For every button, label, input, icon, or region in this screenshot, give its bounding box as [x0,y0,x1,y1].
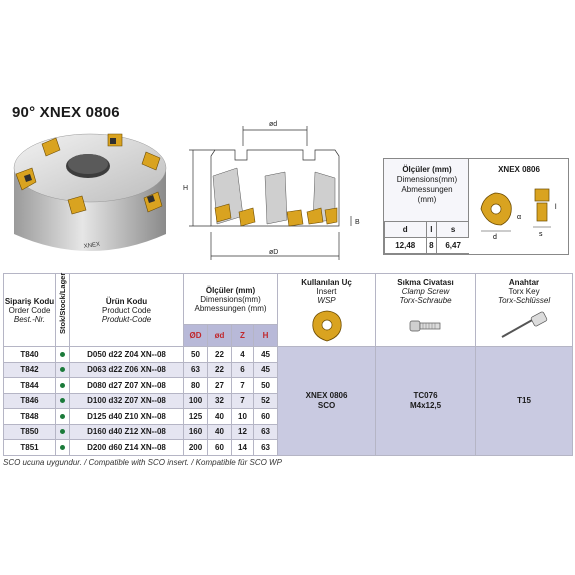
value-Z: 12 [232,424,254,440]
dim-col-d: d [385,222,427,238]
insert-dimension-table [384,221,470,254]
product-code: D125 d40 Z10 XN--08 [70,409,184,425]
in-stock-dot-icon [60,429,65,434]
value-D: 200 [184,440,208,456]
order-code: T842 [4,362,56,378]
svg-text:α: α [517,214,522,221]
value-D: 125 [184,409,208,425]
screw-value: TC076 M4x12,5 [376,347,476,456]
drawing-D-label: øD [269,249,279,256]
value-d: 22 [208,362,232,378]
in-stock-dot-icon [60,445,65,450]
value-Z: 4 [232,347,254,363]
value-H: 63 [254,440,278,456]
dim-value-d: 12,48 [385,238,427,254]
value-H: 50 [254,378,278,394]
in-stock-dot-icon [60,383,65,388]
in-stock-dot-icon [60,414,65,419]
product-code: D200 d60 Z14 XN--08 [70,440,184,456]
drawing-B-label: B [355,219,360,226]
insert-header: Kullanılan Uç Insert WSP [278,274,376,347]
stock-indicator [56,378,70,394]
product-table [3,273,573,456]
value-Z: 7 [232,393,254,409]
dim-box-sub1: Dimensions(mm) [396,175,458,184]
dimensions-header: Ölçüler (mm) Dimensions(mm) Abmessungen (mm) [184,274,278,325]
value-d: 60 [208,440,232,456]
order-code: T850 [4,424,56,440]
stock-indicator [56,440,70,456]
product-code-header: Ürün Kodu Product Code Produkt-Code [70,274,184,347]
value-Z: 7 [232,378,254,394]
stock-indicator [56,393,70,409]
product-code: D063 d22 Z06 XN--08 [70,362,184,378]
key-value: T15 [476,347,573,456]
value-d: 40 [208,409,232,425]
technical-drawing [175,116,375,276]
col-d: ød [208,325,232,347]
value-H: 52 [254,393,278,409]
dim-box-title: Ölçüler (mm) [402,165,452,174]
value-d: 32 [208,393,232,409]
dim-box-sub3: (mm) [417,195,437,204]
value-H: 45 [254,362,278,378]
face-mill-image [6,116,174,276]
stock-indicator [56,347,70,363]
dim-box-sub2: Abmessungen [401,185,453,194]
dim-col-l: l [426,222,437,238]
value-D: 160 [184,424,208,440]
stock-indicator [56,362,70,378]
torx-key-icon [494,311,554,341]
order-code: T848 [4,409,56,425]
stock-indicator [56,409,70,425]
order-code: T840 [4,347,56,363]
svg-text:XNEX: XNEX [83,241,101,250]
insert-geometry-icon [473,179,565,249]
value-d: 40 [208,424,232,440]
torx-key-header: Anahtar Torx Key Torx-Schlüssel [476,274,573,347]
value-d: 22 [208,347,232,363]
value-Z: 14 [232,440,254,456]
table-row [4,347,573,363]
clamp-screw-header: Sıkma Civatası Clamp Screw Torx-Schraube [376,274,476,347]
compatibility-footnote: SCO ucuna uygundur. / Compatible with SCO insert. / Kompatible für SCO WP [3,458,282,467]
product-code: D100 d32 Z07 XN--08 [70,393,184,409]
value-H: 45 [254,347,278,363]
product-code: D160 d40 Z12 XN--08 [70,424,184,440]
insert-box-label: XNEX 0806 [498,165,540,174]
value-Z: 10 [232,409,254,425]
value-D: 63 [184,362,208,378]
order-code: T846 [4,393,56,409]
svg-text:d: d [493,234,497,241]
dim-col-s: s [437,222,470,238]
value-H: 60 [254,409,278,425]
screw-icon [406,311,446,341]
svg-text:l: l [555,204,557,211]
in-stock-dot-icon [60,352,65,357]
order-code: T851 [4,440,56,456]
insert-dimensions-box [383,158,469,255]
value-D: 50 [184,347,208,363]
svg-text:s: s [539,231,543,238]
drawing-d-label: ød [269,121,278,128]
drawing-H-label: H [183,185,189,192]
col-Z: Z [232,325,254,347]
dim-value-s: 6,47 [437,238,470,254]
insert-icon [307,308,347,344]
value-D: 100 [184,393,208,409]
in-stock-dot-icon [60,398,65,403]
dim-value-l: 8 [426,238,437,254]
value-H: 63 [254,424,278,440]
order-code-header: Sipariş Kodu Order Code Best.-Nr. [4,274,56,347]
value-Z: 6 [232,362,254,378]
product-code: D080 d27 Z07 XN--08 [70,378,184,394]
order-code: T844 [4,378,56,394]
page-title: 90° XNEX 0806 [12,104,120,121]
col-H: H [254,325,278,347]
insert-geometry-box [469,158,569,255]
in-stock-dot-icon [60,367,65,372]
stock-header: Stok/Stock/Lager [56,274,70,347]
value-d: 27 [208,378,232,394]
col-D: ØD [184,325,208,347]
value-D: 80 [184,378,208,394]
stock-indicator [56,424,70,440]
insert-value: XNEX 0806 SCO [278,347,376,456]
product-code: D050 d22 Z04 XN--08 [70,347,184,363]
